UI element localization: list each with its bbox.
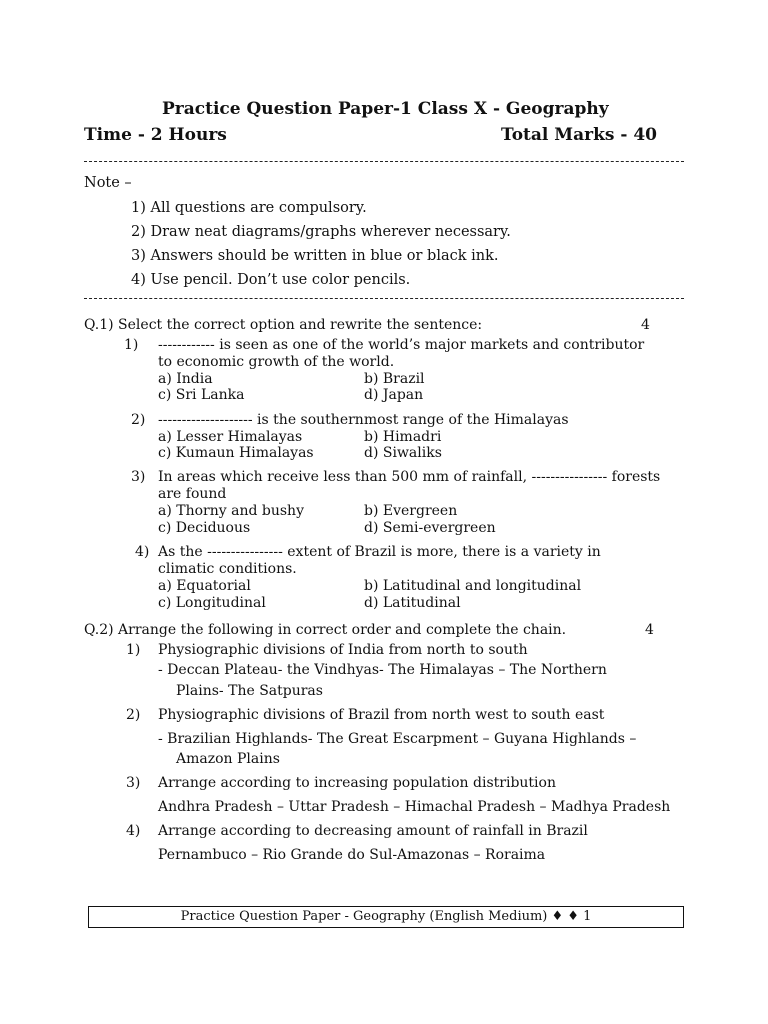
q1-marks: 4: [641, 317, 650, 333]
page-title: Practice Question Paper-1 Class X - Geography: [162, 99, 609, 119]
q1-item-text: ------------ is seen as one of the world’s major markets and contributor: [158, 337, 645, 353]
note-label: Note –: [84, 175, 132, 191]
q2-item-number: 1): [126, 642, 141, 658]
q1-item-number: 4): [135, 544, 150, 560]
option-d: d) Semi-evergreen: [364, 520, 496, 536]
q2-item-text: Plains- The Satpuras: [176, 683, 323, 699]
q2-item-text: Amazon Plains: [176, 751, 280, 767]
option-d: d) Siwaliks: [364, 445, 442, 461]
q2-item-number: 3): [126, 775, 141, 791]
option-c: c) Sri Lanka: [158, 387, 245, 403]
q2-item-text: - Deccan Plateau- the Vindhyas- The Himalayas – The Northern: [158, 662, 607, 678]
option-b: b) Himadri: [364, 429, 442, 445]
time-label: Time - 2 Hours: [84, 125, 227, 145]
q2-marks: 4: [645, 622, 654, 638]
option-c: c) Deciduous: [158, 520, 251, 536]
q2-item-text: Pernambuco – Rio Grande do Sul-Amazonas – Roraima: [158, 847, 546, 863]
option-a: a) India: [158, 371, 213, 387]
note-item: 3) Answers should be written in blue or black ink.: [131, 248, 499, 264]
q2-item-text: - Brazilian Highlands- The Great Escarpment – Guyana Highlands –: [158, 731, 637, 747]
q2-item-text: Arrange according to decreasing amount of rainfall in Brazil: [158, 823, 588, 839]
note-item: 4) Use pencil. Don’t use color pencils.: [131, 272, 411, 288]
total-marks-label: Total Marks - 40: [501, 125, 657, 145]
option-d: d) Latitudinal: [364, 595, 461, 611]
q1-item-text: climatic conditions.: [158, 561, 297, 577]
option-a: a) Lesser Himalayas: [158, 429, 303, 445]
q2-item-text: Physiographic divisions of India from north to south: [158, 642, 528, 658]
q1-item-text: As the ---------------- extent of Brazil is more, there is a variety in: [158, 544, 601, 560]
option-b: b) Evergreen: [364, 503, 458, 519]
note-item: 1) All questions are compulsory.: [131, 200, 367, 216]
q1-item-text: are found: [158, 486, 227, 502]
option-c: c) Kumaun Himalayas: [158, 445, 314, 461]
option-b: b) Latitudinal and longitudinal: [364, 578, 582, 594]
q2-item-number: 4): [126, 823, 141, 839]
q1-item-text: to economic growth of the world.: [158, 354, 395, 370]
page-footer: [88, 906, 684, 928]
separator-top: [84, 161, 684, 162]
q2-item-text: Arrange according to increasing population distribution: [158, 775, 556, 791]
option-b: b) Brazil: [364, 371, 425, 387]
q2-item-text: Andhra Pradesh – Uttar Pradesh – Himachal Pradesh – Madhya Pradesh: [158, 799, 671, 815]
q2-item-number: 2): [126, 707, 141, 723]
footer-text: Practice Question Paper - Geography (English Medium) ♦ ♦ 1: [180, 909, 592, 924]
option-a: a) Equatorial: [158, 578, 251, 594]
q1-item-text: -------------------- is the southernmost range of the Himalayas: [158, 412, 569, 428]
option-d: d) Japan: [364, 387, 424, 403]
q1-item-number: 2): [131, 412, 146, 428]
q2-heading: Q.2) Arrange the following in correct order and complete the chain.: [84, 622, 567, 638]
option-a: a) Thorny and bushy: [158, 503, 304, 519]
option-c: c) Longitudinal: [158, 595, 266, 611]
note-item: 2) Draw neat diagrams/graphs wherever necessary.: [131, 224, 511, 240]
q1-heading: Q.1) Select the correct option and rewrite the sentence:: [84, 317, 483, 333]
q1-item-text: In areas which receive less than 500 mm of rainfall, ---------------- forests: [158, 469, 661, 485]
q1-item-number: 3): [131, 469, 146, 485]
separator-bottom: [84, 298, 684, 299]
q1-item-number: 1): [124, 337, 139, 353]
q2-item-text: Physiographic divisions of Brazil from north west to south east: [158, 707, 605, 723]
